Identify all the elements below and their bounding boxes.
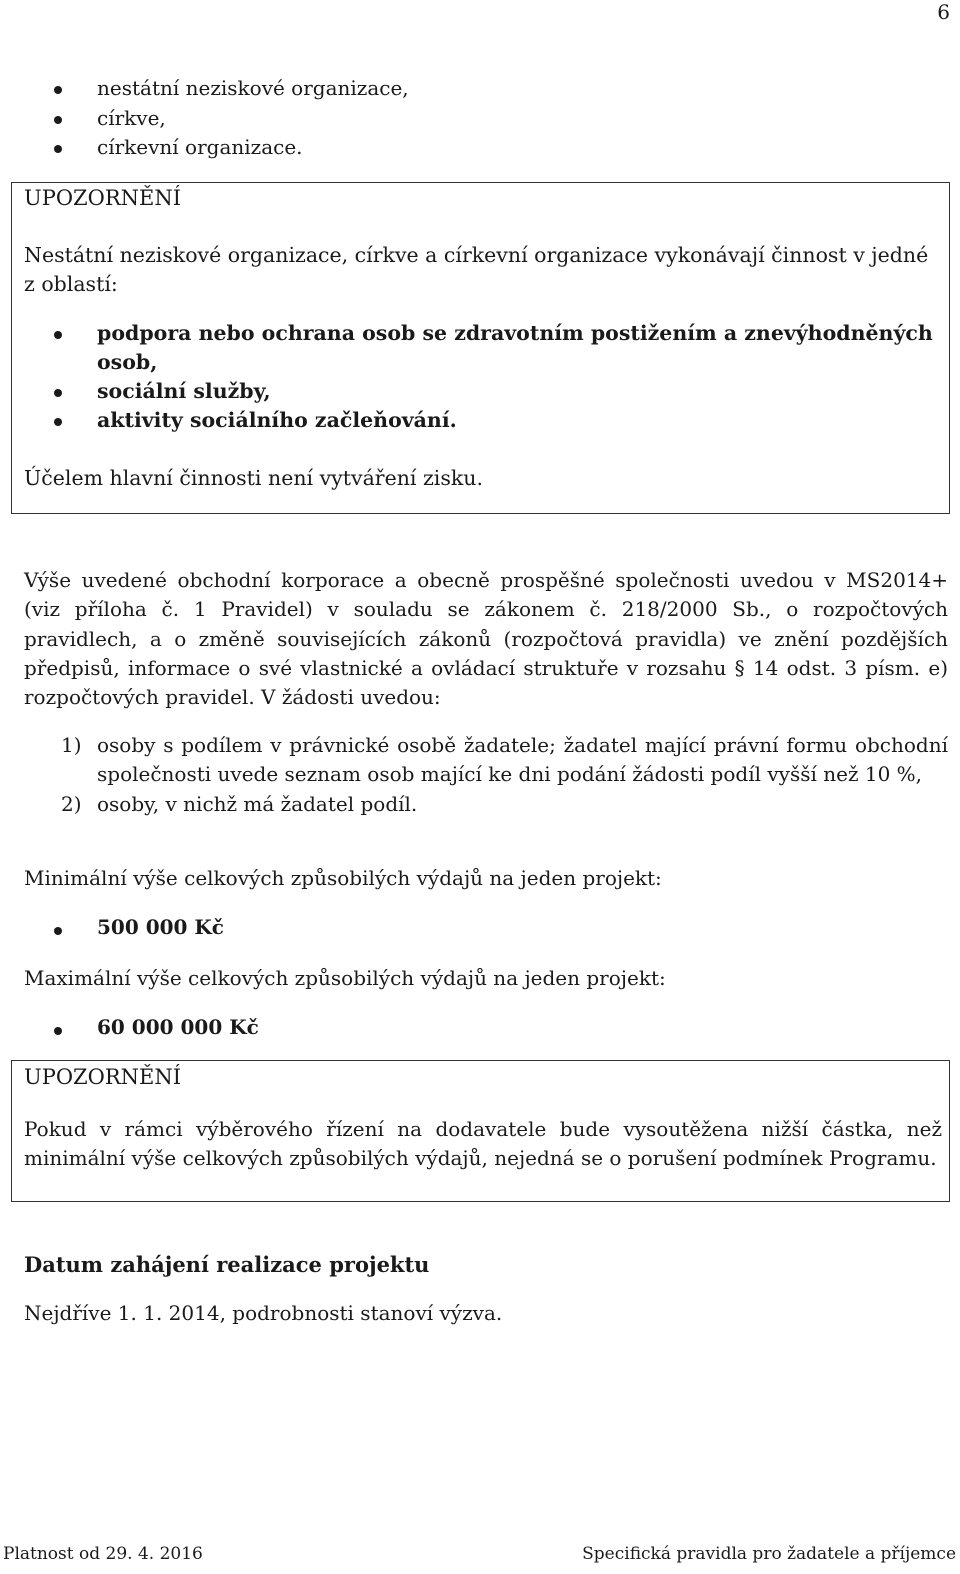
list-item: podpora nebo ochrana osob se zdravotním postižením a znevýhodněných osob, <box>24 319 944 377</box>
list-item: nestátní neziskové organizace, <box>24 74 944 104</box>
warning-title: UPOZORNĚNÍ <box>24 1065 182 1089</box>
activity-list <box>24 319 944 435</box>
item-number: 2) <box>61 791 82 816</box>
warning-box-activities <box>11 182 950 514</box>
max-expense-list <box>24 1015 924 1039</box>
ownership-numbered-list <box>24 731 948 819</box>
max-expense-value: 60 000 000 Kč <box>24 1015 924 1039</box>
min-expense-value: 500 000 Kč <box>24 915 924 939</box>
page-number: 6 <box>937 0 950 24</box>
item-text: osoby s podílem v právnické osobě žadatele; žadatel mající právní formu obchodní společnosti uvede seznam osob mající ke dni podání žádosti podíl vyšší než 10 %, <box>97 733 948 787</box>
item-number: 1) <box>61 733 82 757</box>
warning-paragraph: Pokud v rámci výběrového řízení na dodavatele bude vysoutěžena nižší částka, než minimální výše celkových způsobilých výdajů, nejedná se o porušení podmínek Programu. <box>24 1117 942 1171</box>
footer-validity: Platnost od 29. 4. 2016 <box>3 1544 203 1564</box>
list-item: církve, <box>24 104 944 134</box>
max-expense-label: Maximální výše celkových způsobilých výdajů na jeden projekt: <box>24 966 666 990</box>
section-text: Nejdříve 1. 1. 2014, podrobnosti stanoví výzva. <box>24 1301 503 1325</box>
min-expense-list <box>24 915 924 939</box>
section-title: Datum zahájení realizace projektu <box>24 1252 430 1277</box>
list-item: církevní organizace. <box>24 133 944 163</box>
min-expense-label: Minimální výše celkových způsobilých výdajů na jeden projekt: <box>24 866 662 890</box>
organization-type-list <box>24 74 944 163</box>
list-item: sociální služby, <box>24 377 944 406</box>
ownership-paragraph: Výše uvedené obchodní korporace a obecně prospěšné společnosti uvedou v MS2014+ (viz příloha č. 1 Pravidel) v souladu se zákonem č. 218/2000 Sb., o rozpočtových pravidlech, a o změně souvisejících zákonů (rozpočtová pravidla) ve znění pozdějších předpisů, informace o své vlastnické a ovládací struktuře v rozsahu § 14 odst. 3 písm. e) rozpočtových pravidel. V žádosti uvedou: <box>24 568 948 710</box>
list-item: aktivity sociálního začleňování. <box>24 406 944 435</box>
numbered-item <box>24 790 948 819</box>
footer-document-title: Specifická pravidla pro žadatele a příjemce <box>582 1544 956 1564</box>
warning-box-tender <box>11 1060 950 1202</box>
warning-title: UPOZORNĚNÍ <box>24 186 182 210</box>
warning-paragraph: Nestátní neziskové organizace, církve a církevní organizace vykonávají činnost v jedné z oblastí: <box>24 243 929 296</box>
warning-note: Účelem hlavní činnosti není vytváření zisku. <box>24 466 484 490</box>
item-text: osoby, v nichž má žadatel podíl. <box>97 791 418 816</box>
numbered-item <box>24 731 948 790</box>
